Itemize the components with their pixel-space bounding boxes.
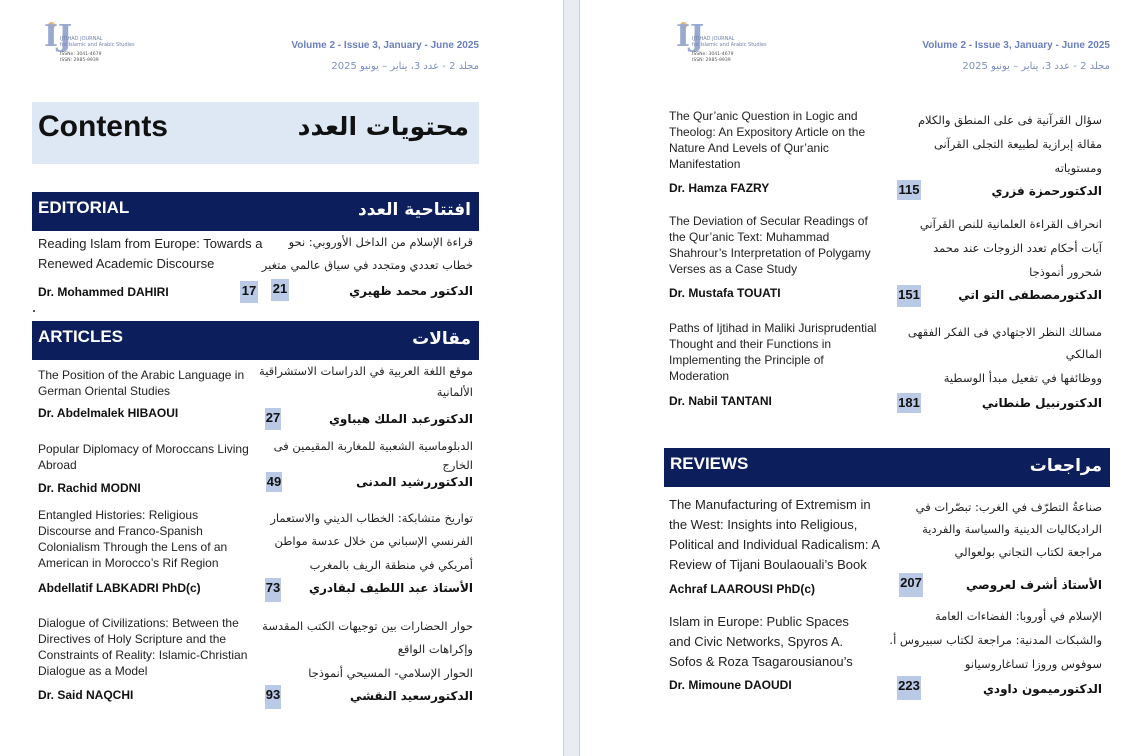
- entry-author-en: Dr. Mustafa TOUATI: [669, 286, 781, 300]
- entry-page-number[interactable]: 49: [266, 472, 282, 492]
- entry-title-ar-1: موقع اللغة العربية في الدراسات الاستشراقية: [259, 364, 473, 378]
- logo-issn-print: ISSN: 2985-9939: [692, 58, 731, 63]
- entry-page-number[interactable]: 27: [265, 408, 281, 430]
- entry-author-ar: الدكتورمصطفى التو اتي: [958, 288, 1102, 302]
- logo-line1: IJTIHAD JOURNAL: [692, 36, 735, 42]
- entry-title-ar-3: سوفوس وروزا تساغاروسيانو: [964, 657, 1102, 671]
- entry-author-ar: الدكتور محمد ظهيري: [349, 284, 473, 298]
- entry-page-number[interactable]: 151: [897, 285, 921, 307]
- logo-issn: ISSNe: 3041-4679: [60, 52, 102, 57]
- logo-line1: IJTIHAD JOURNAL: [60, 36, 103, 42]
- entry-title-ar-2: الفرنسي الإسباني من خلال عدسة مواطن: [274, 534, 473, 548]
- entry-title-ar-1: قراءة الإسلام من الداخل الأوروبي: نحو: [288, 235, 473, 249]
- entry-title-ar-3: أمريكي في منطقة الريف بالمغرب: [309, 558, 473, 572]
- entry-author-ar: الدكتورسعيد النقشي: [350, 689, 473, 703]
- entry-title-ar-2: وإكراهات الواقع: [397, 642, 473, 656]
- entry-author-ar: الدكتورميمون داودي: [982, 682, 1102, 696]
- entry-title-ar-3: شحرور أنموذجا: [1029, 265, 1102, 279]
- entry-page-number[interactable]: 207: [899, 573, 923, 597]
- entry-author-en: Dr. Nabil TANTANI: [669, 394, 772, 408]
- entry-title-ar-2: الخارج: [442, 458, 473, 472]
- logo-line2: for Islamic and Arabic Studies: [692, 42, 767, 48]
- entry-title-en: Paths of Ijtihad in Maliki Jurisprudential Thought and their Functions in Implementing the Principle of Moderation: [669, 321, 877, 383]
- entry-author-ar: الدكتوررشيد المدنى: [356, 475, 473, 489]
- volume-ar: مجلد 2 - عدد 3، يناير – يونيو 2025: [962, 61, 1110, 72]
- page-gutter: [563, 0, 580, 756]
- entry-page-number-ar[interactable]: 21: [271, 279, 289, 301]
- entry-title-ar-2: والشبكات المدنية: مراجعة لكتاب سبيروس أ.: [889, 633, 1102, 647]
- entry-page-number[interactable]: 93: [265, 685, 281, 709]
- logo-mark: IJ: [44, 19, 73, 54]
- entry-title-en: Dialogue of Civilizations: Between the Directives of Holy Scripture and the Constraints of Reality: Islamic-Christian Dialogue as a Model: [38, 616, 248, 678]
- entry-author-ar: الأستاذ أشرف لعروصي: [965, 578, 1102, 592]
- entry-author-en: Dr. Hamza FAZRY: [669, 181, 770, 195]
- entry-title-ar-3: ووظائفها في تفعيل مبدأ الوسطية: [943, 371, 1102, 385]
- entry-title-ar-3: مراجعة لكتاب التجاني بولعوالي: [954, 545, 1102, 559]
- contents-header: [32, 102, 479, 164]
- entry-title-ar-1: تواريخ متشابكة: الخطاب الديني والاستعمار: [270, 511, 473, 525]
- logo-issn-print: ISSN: 2985-9939: [60, 58, 99, 63]
- entry-title-en: The Deviation of Secular Readings of the Qur’anic Text: Muhammad Shahrour’s Interpretation of Polygamy Verses as a Case Study: [669, 214, 871, 276]
- articles-label-ar: مقالات: [412, 329, 471, 349]
- journal-logo: [676, 19, 768, 70]
- entry-title-ar-2: مقالة إبرازية لطبيعة التجلى القرآنى: [933, 137, 1102, 151]
- entry-page-number[interactable]: 73: [265, 578, 281, 602]
- entry-title-en: Islam in Europe: Public Spaces and Civic Networks, Spyros A. Sofos & Roza Tsagarousianou’s: [669, 614, 853, 669]
- volume-en: Volume 2 - Issue 3, January - June 2025: [922, 40, 1110, 51]
- entry-author-en: Achraf LAAROUSI PhD(c): [669, 582, 816, 596]
- entry-title-ar-2: خطاب تعددي ومتجدد في سياق عالمي متغير: [261, 258, 473, 272]
- entry-title-ar-3: الحوار الإسلامي- المسيحي أنموذجا: [308, 666, 473, 680]
- entry-title-ar-1: مسالك النظر الاجتهادي فى الفكر الفقهى: [907, 325, 1102, 339]
- logo-issn: ISSNe: 3041-4679: [692, 52, 734, 57]
- entry-page-number[interactable]: 115: [897, 180, 921, 200]
- entry-title-ar-1: الإسلام في أوروبا: الفضاءات العامة: [934, 609, 1102, 623]
- entry-author-ar: الدكتورحمزة فزري: [991, 184, 1102, 198]
- entry-author-ar: الدكتورنبيل طنطاني: [981, 396, 1102, 410]
- entry-author-en: Dr. Rachid MODNI: [38, 481, 141, 495]
- entry-author-ar: الدكتورعبد الملك هيباوي: [328, 412, 473, 426]
- entry-author-en: Abdellatif LABKADRI PhD(c): [38, 581, 201, 595]
- logo-line2: for Islamic and Arabic Studies: [60, 42, 135, 48]
- entry-title-ar-2: آيات أحكام تعدد الزوجات عند محمد: [933, 241, 1102, 255]
- contents-title-en: Contents: [38, 110, 168, 143]
- articles-label-en: ARTICLES: [38, 327, 123, 346]
- entry-title-ar-2: الراديكاليات الدينية والسياسة والفردية: [922, 522, 1102, 536]
- left-page: [0, 0, 563, 756]
- entry-author-en: Dr. Said NAQCHI: [38, 688, 134, 702]
- entry-title-ar-1: انحراف القراءة العلمانية للنص القرآني: [919, 217, 1102, 231]
- editorial-label-en: EDITORIAL: [38, 198, 130, 217]
- entry-title-en: The Manufacturing of Extremism in the West: Insights into Religious, Political and Individual Radicalism: A Review of Tijani Boulaouali’s Book: [669, 497, 880, 572]
- entry-title-en: Entangled Histories: Religious Discourse and Franco-Spanish Colonialism Through the Lens of an American in Morocco’s Rif Region: [38, 508, 228, 570]
- editorial-label-ar: افتتاحية العدد: [358, 200, 471, 220]
- entry-title-en: Popular Diplomacy of Moroccans Living Abroad: [38, 442, 249, 472]
- reviews-label-en: REVIEWS: [670, 454, 749, 473]
- entry-title-en: Reading Islam from Europe: Towards a Renewed Academic Discourse: [38, 236, 263, 271]
- stray-mark: [33, 310, 35, 312]
- entry-page-number[interactable]: 223: [897, 676, 921, 700]
- articles-band: [32, 321, 479, 360]
- entry-title-ar-1: الدبلوماسية الشعبية للمغاربة المقيمين فى: [273, 439, 473, 453]
- reviews-band: [664, 448, 1110, 487]
- entry-author-en: Dr. Mohammed DAHIRI: [38, 285, 169, 299]
- right-page: [580, 0, 1140, 756]
- entry-title-ar-1: صناعةُ التطرّف في الغرب: تبصّرات في: [915, 500, 1102, 514]
- entry-title-en: The Position of the Arabic Language in German Oriental Studies: [38, 368, 245, 398]
- entry-author-en: Dr. Abdelmalek HIBAOUI: [38, 406, 179, 420]
- volume-ar: مجلد 2 - عدد 3، يناير – يونيو 2025: [331, 61, 479, 72]
- entry-page-number[interactable]: 17: [240, 281, 258, 303]
- entry-title-ar-2: الألمانية: [436, 385, 473, 399]
- logo-mark: IJ: [676, 19, 705, 54]
- entry-title-en: The Qur’anic Question in Logic and Theolog: An Expository Article on the Nature And Levels of Qur’anic Manifestation: [669, 109, 866, 171]
- entry-title-ar-2: المالكي: [1065, 347, 1102, 361]
- editorial-band: [32, 192, 479, 231]
- entry-page-number[interactable]: 181: [897, 393, 921, 413]
- contents-title-ar: محتويات العدد: [297, 112, 469, 141]
- entry-title-ar-1: حوار الحضارات بين توجيهات الكتب المقدسة: [262, 619, 473, 633]
- entry-author-ar: الأستاذ عبد اللطيف لبقادري: [309, 581, 473, 595]
- volume-en: Volume 2 - Issue 3, January - June 2025: [291, 40, 479, 51]
- entry-author-en: Dr. Mimoune DAOUDI: [669, 678, 792, 692]
- reviews-label-ar: مراجعات: [1029, 456, 1102, 476]
- entry-title-ar-1: سؤال القرآنية فى على المنطق والكلام: [917, 113, 1102, 127]
- journal-logo: [44, 19, 136, 70]
- entry-title-ar-3: ومستوياته: [1054, 161, 1102, 175]
